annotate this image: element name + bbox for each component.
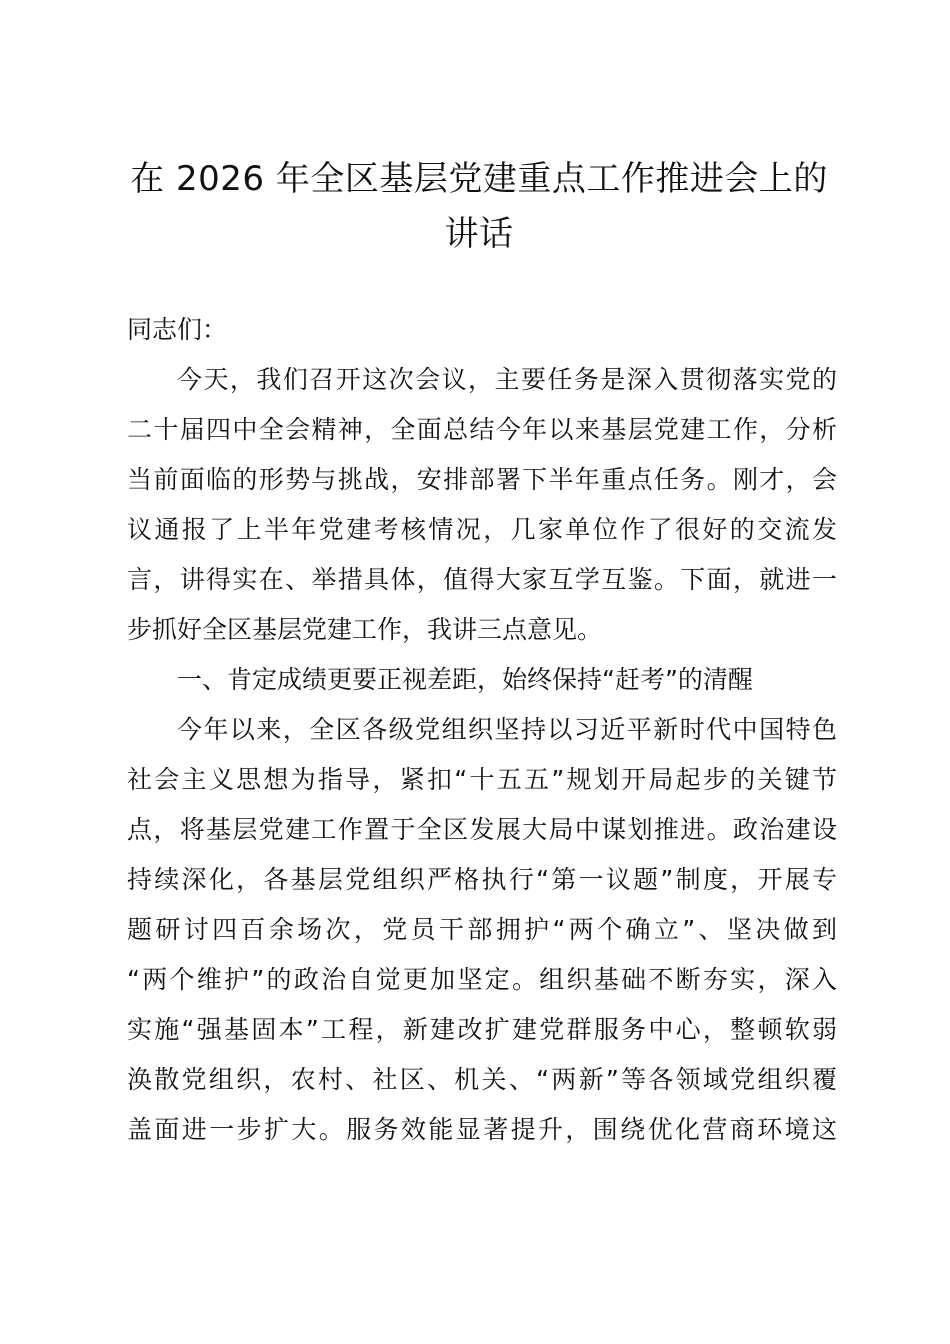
paragraph-1-line: 今天，我们召开这次会议，主要任务是深入贯彻落实党的	[177, 365, 837, 394]
section-heading-1: 一、肯定成绩更要正视差距，始终保持“赶考”的清醒	[177, 665, 753, 694]
document-body	[127, 305, 837, 1155]
paragraph-2-line: 涣散党组织，农村、社区、机关、“两新”等各领域党组织覆	[127, 1065, 837, 1094]
document-title	[120, 152, 838, 262]
paragraph-2-line: 实施“强基固本”工程，新建改扩建党群服务中心，整顿软弱	[127, 1015, 837, 1044]
paragraph-2-line: 点，将基层党建工作置于全区发展大局中谋划推进。政治建设	[127, 815, 837, 844]
paragraph-1-line: 言，讲得实在、举措具体，值得大家互学互鉴。下面，就进一	[127, 565, 837, 594]
paragraph-1-line: 步抓好全区基层党建工作，我讲三点意见。	[127, 615, 603, 644]
paragraph-2-line: “两个维护”的政治自觉更加坚定。组织基础不断夯实，深入	[127, 965, 837, 994]
paragraph-1-line: 议通报了上半年党建考核情况，几家单位作了很好的交流发	[127, 515, 837, 544]
paragraph-1-line: 二十届四中全会精神，全面总结今年以来基层党建工作，分析	[127, 415, 837, 444]
paragraph-2-line: 持续深化，各基层党组织严格执行“第一议题”制度，开展专	[127, 865, 837, 894]
paragraph-2-line: 社会主义思想为指导，紧扣“十五五”规划开局起步的关键节	[127, 765, 837, 794]
salutation: 同志们：	[127, 315, 228, 344]
paragraph-2-line: 今年以来，全区各级党组织坚持以习近平新时代中国特色	[177, 715, 837, 744]
paragraph-1-line: 当前面临的形势与挑战，安排部署下半年重点任务。刚才，会	[127, 465, 837, 494]
title-line-2: 讲话	[444, 214, 514, 254]
paragraph-2-line: 盖面进一步扩大。服务效能显著提升，围绕优化营商环境这	[127, 1115, 837, 1144]
title-line-1: 在 2026 年全区基层党建重点工作推进会上的	[130, 159, 828, 199]
paragraph-2-line: 题研讨四百余场次，党员干部拥护“两个确立”、坚决做到	[127, 915, 837, 944]
